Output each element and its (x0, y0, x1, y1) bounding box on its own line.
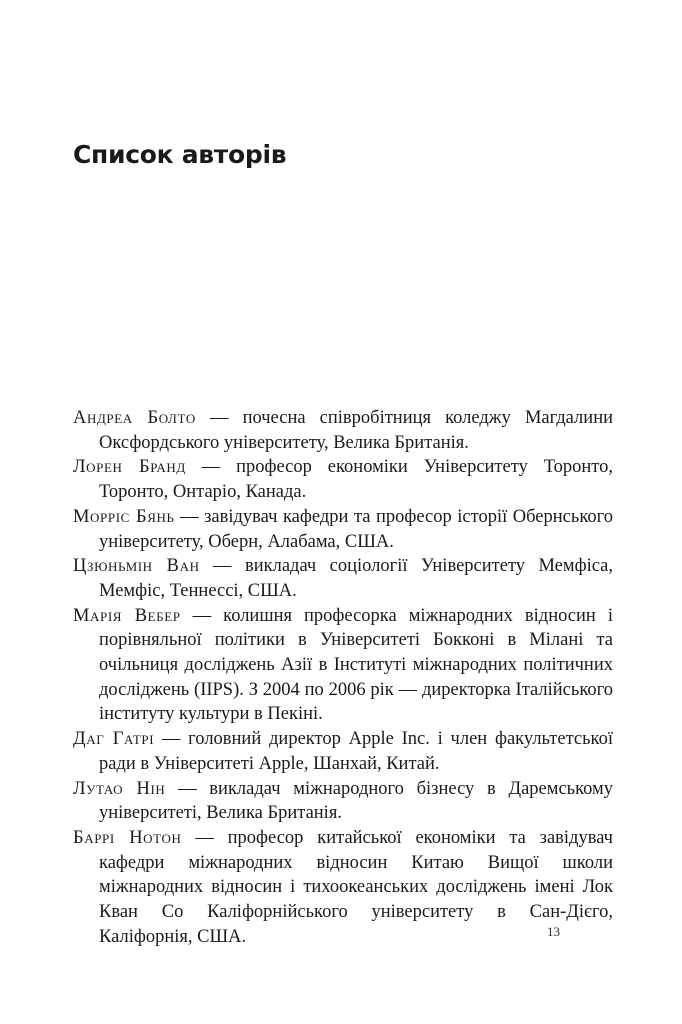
author-description: — викладач соціології Університету Мемфіса, Мемфіс, Теннессі, США. (99, 556, 613, 601)
author-entry (73, 777, 613, 826)
author-description: — колишня професорка міжнародних відносин і порівняльної політики в Університеті Бокконі в Мілані та очільниця досліджень Азії в Інституті міжнародних політичних досліджень (IIPS). З 2004 по 2006 рік — директорка Італійського інституту культури в Пекіні. (99, 605, 613, 725)
page-title: Список авторів (73, 140, 287, 169)
author-name: Лутао Нін (73, 778, 166, 799)
author-name: Марія Вебер (73, 605, 181, 626)
author-description: — завідувач кафедри та професор історії Обернського університету, Оберн, Алабама, США. (99, 506, 613, 552)
author-entry (73, 727, 613, 776)
author-entry (73, 505, 613, 554)
author-description: — професор економіки Університету Торонто, Торонто, Онтаріо, Канада. (99, 457, 613, 503)
author-entry (73, 455, 613, 504)
author-description: — професор китайської економіки та завідувач кафедри міжнародних відносин Китаю Вищої школи міжнародних відносин і тихоокеанських досліджень імені Лок Кван Со Каліфорнійського університету в Сан-Дієго, Каліфорнія, США. (99, 827, 613, 947)
author-entry (73, 406, 613, 455)
author-name: Андреа Болто (73, 408, 196, 428)
author-description: — почесна співробітниця коледжу Магдалини Оксфордського університету, Велика Британія. (99, 408, 613, 453)
author-name: Морріс Бянь (73, 506, 175, 527)
author-list (73, 406, 613, 949)
author-description: — головний директор Apple Inc. і член факультетської ради в Університеті Apple, Шанхай, Китай. (99, 729, 613, 774)
author-name: Даг Гатрі (73, 729, 155, 750)
author-name: Лорен Бранд (73, 457, 186, 478)
author-description: — викладач міжнародного бізнесу в Даремському університеті, Велика Британія. (99, 778, 613, 824)
author-name: Цзюньмін Ван (73, 556, 200, 577)
page-number: 13 (547, 924, 560, 939)
author-entry (73, 604, 613, 728)
author-name: Баррі Нотон (73, 827, 182, 848)
author-entry (73, 554, 613, 603)
